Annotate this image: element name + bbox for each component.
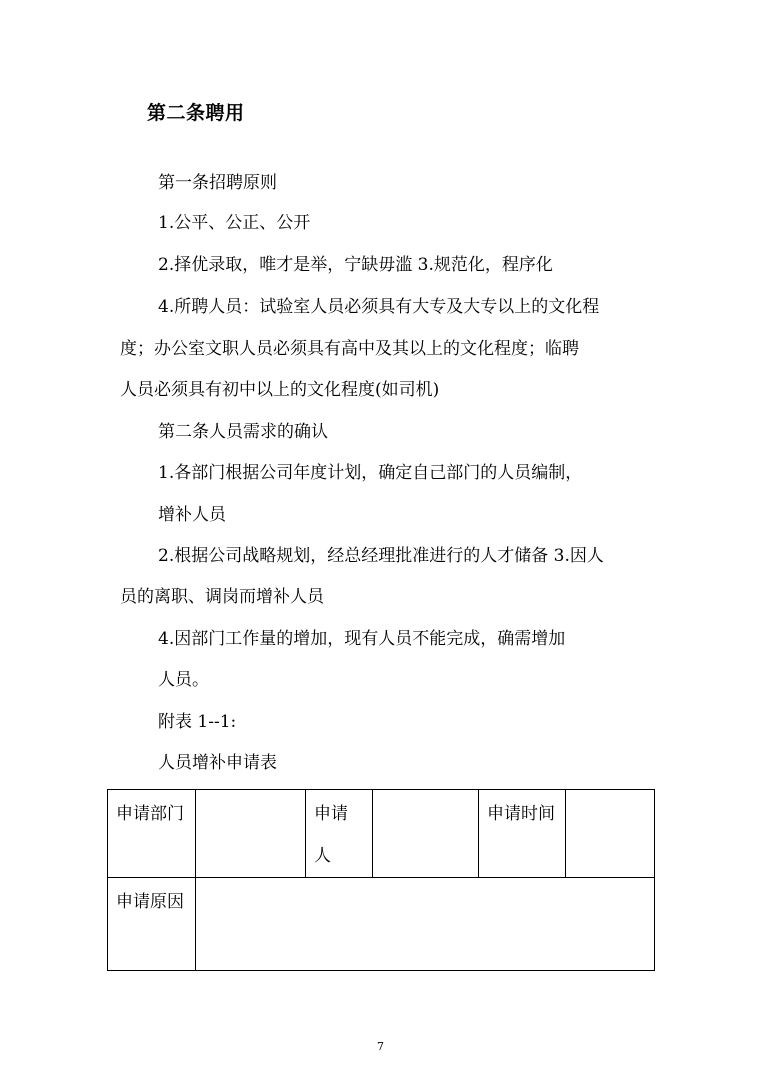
- paragraph-item-1: 1.公平、公正、公开: [158, 213, 311, 233]
- dept-label-cell: 申请部门: [108, 790, 196, 878]
- paragraph-demand-item-1-line2: 增补人员: [158, 505, 226, 525]
- paragraph-demand-item-4-line1: 4.因部门工作量的增加，现有人员不能完成，确需增加: [158, 629, 566, 649]
- time-label-cell: 申请时间: [479, 790, 566, 878]
- table-caption: 人员增补申请表: [158, 753, 277, 773]
- paragraph-item-4-line2: 度；办公室文职人员必须具有高中及其以上的文化程度；临聘: [120, 339, 579, 359]
- paragraph-item-4-line1: 4.所聘人员：试验室人员必须具有大专及大专以上的文化程: [158, 297, 600, 317]
- paragraph-demand-item-1-line1: 1.各部门根据公司年度计划，确定自己部门的人员编制，: [158, 463, 583, 483]
- paragraph-recruitment-principles: 第一条招聘原则: [158, 173, 277, 193]
- reason-value-cell[interactable]: [196, 878, 655, 971]
- appendix-label: 附表 1--1:: [158, 712, 237, 732]
- paragraph-demand-confirmation: 第二条人员需求的确认: [158, 422, 328, 442]
- applicant-value-cell[interactable]: [373, 790, 479, 878]
- paragraph-demand-item-2-line1: 2.根据公司战略规划，经总经理批准进行的人才储备 3.因人: [158, 546, 604, 566]
- paragraph-demand-item-2-line2: 员的离职、调岗而增补人员: [120, 587, 324, 607]
- paragraph-item-4-line3: 人员必须具有初中以上的文化程度(如司机): [120, 380, 440, 400]
- reason-label-cell: 申请原因: [108, 878, 196, 971]
- paragraph-item-2: 2.择优录取，唯才是举，宁缺毋滥 3.规范化，程序化: [158, 255, 553, 275]
- table-row: [108, 878, 655, 971]
- page-number: 7: [377, 1040, 384, 1053]
- time-value-cell[interactable]: [566, 790, 655, 878]
- dept-value-cell[interactable]: [196, 790, 306, 878]
- staff-requisition-table: [107, 789, 655, 971]
- applicant-label-cell: 申请人: [306, 790, 373, 878]
- section-heading: 第二条聘用: [147, 102, 245, 124]
- paragraph-demand-item-4-line2: 人员。: [158, 670, 209, 690]
- table-row: [108, 790, 655, 878]
